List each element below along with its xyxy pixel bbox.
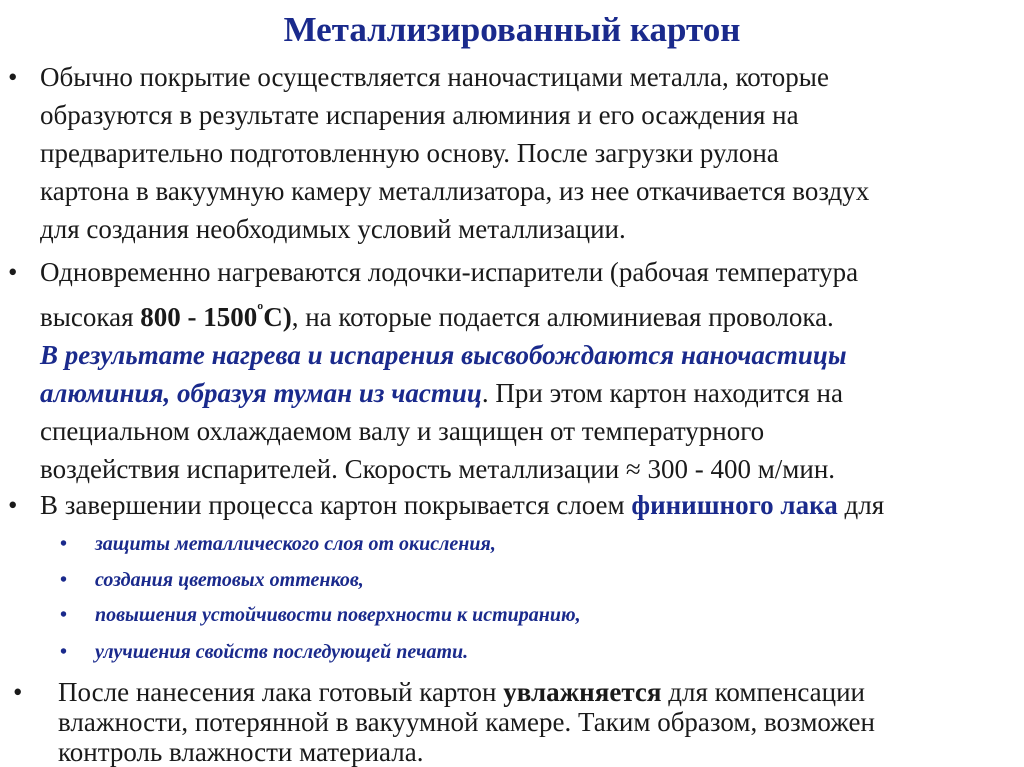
text: . При этом картон находится на xyxy=(481,378,843,408)
sub-item xyxy=(60,601,975,629)
text: , на которые подается алюминиевая проволока. xyxy=(291,302,834,332)
sub-item-text: создания цветовых оттенков, xyxy=(95,569,364,591)
finish-lacquer-emphasis: финишного лака xyxy=(631,490,838,520)
paragraph-2-line: специальном охлаждаемом валу и защищен от температурного xyxy=(40,416,765,446)
paragraph-2-line: воздействия испарителей. Скорость металлизации ≈ 300 - 400 м/мин. xyxy=(40,454,836,484)
text: В завершении процесса картон покрывается слоем xyxy=(40,490,632,520)
bullet: • xyxy=(8,490,18,520)
paragraph-3-line xyxy=(40,486,1000,524)
paragraph-2-line xyxy=(40,374,1000,412)
humidified-emphasis: увлажняется xyxy=(503,677,662,707)
text: для компенсации xyxy=(661,677,866,707)
paragraph-2 xyxy=(8,253,1000,488)
paragraph-4 xyxy=(13,677,1008,767)
paragraph-4-line xyxy=(58,677,1008,707)
paragraph-1-line: образуются в результате испарения алюминия и его осаждения на xyxy=(40,100,799,130)
bullet: • xyxy=(13,677,23,707)
paragraph-4-line: влажности, потерянной в вакуумной камере. Таким образом, возможен xyxy=(58,707,875,737)
text: высокая xyxy=(40,302,141,332)
paragraph-4-line: контроль влажности материала. xyxy=(58,737,424,767)
temperature-range: 800 - 1500 xyxy=(140,302,258,332)
sub-item xyxy=(60,530,975,558)
emphasis-text: алюминия, образуя туман из частиц xyxy=(40,378,482,408)
sub-bullet: • xyxy=(60,569,68,591)
bullet: • xyxy=(8,62,18,92)
sub-item xyxy=(60,566,975,594)
bullet: • xyxy=(8,257,18,287)
paragraph-1-line: предварительно подготовленную основу. После загрузки рулона xyxy=(40,138,779,168)
celsius-unit: С) xyxy=(263,302,292,332)
text: для xyxy=(837,490,885,520)
sub-bullet: • xyxy=(60,641,68,663)
paragraph-2-line xyxy=(40,291,1000,336)
sub-item-text: повышения устойчивости поверхности к истиранию, xyxy=(95,604,581,626)
sub-item-text: улучшения свойств последующей печати. xyxy=(95,641,469,663)
paragraph-3 xyxy=(8,486,1000,524)
sub-item xyxy=(60,638,975,666)
text: После нанесения лака готовый картон xyxy=(58,677,504,707)
paragraph-1-line: Обычно покрытие осуществляется наночастицами металла, которые xyxy=(40,62,829,92)
paragraph-1-line: картона в вакуумную камеру металлизатора, из нее откачивается воздух xyxy=(40,176,870,206)
slide-title: Металлизированный картон xyxy=(283,10,741,49)
sub-item-text: защиты металлического слоя от окисления, xyxy=(95,533,496,555)
paragraph-1 xyxy=(8,58,1000,248)
sub-bullet: • xyxy=(60,533,68,555)
paragraph-2-line: Одновременно нагреваются лодочки-испарители (рабочая температура xyxy=(40,257,859,287)
emphasis-line: В результате нагрева и испарения высвобождаются наночастицы xyxy=(40,340,847,370)
paragraph-1-line: для создания необходимых условий металлизации. xyxy=(40,214,626,244)
degree-sign: º xyxy=(257,300,264,320)
sub-bullet: • xyxy=(60,604,68,626)
